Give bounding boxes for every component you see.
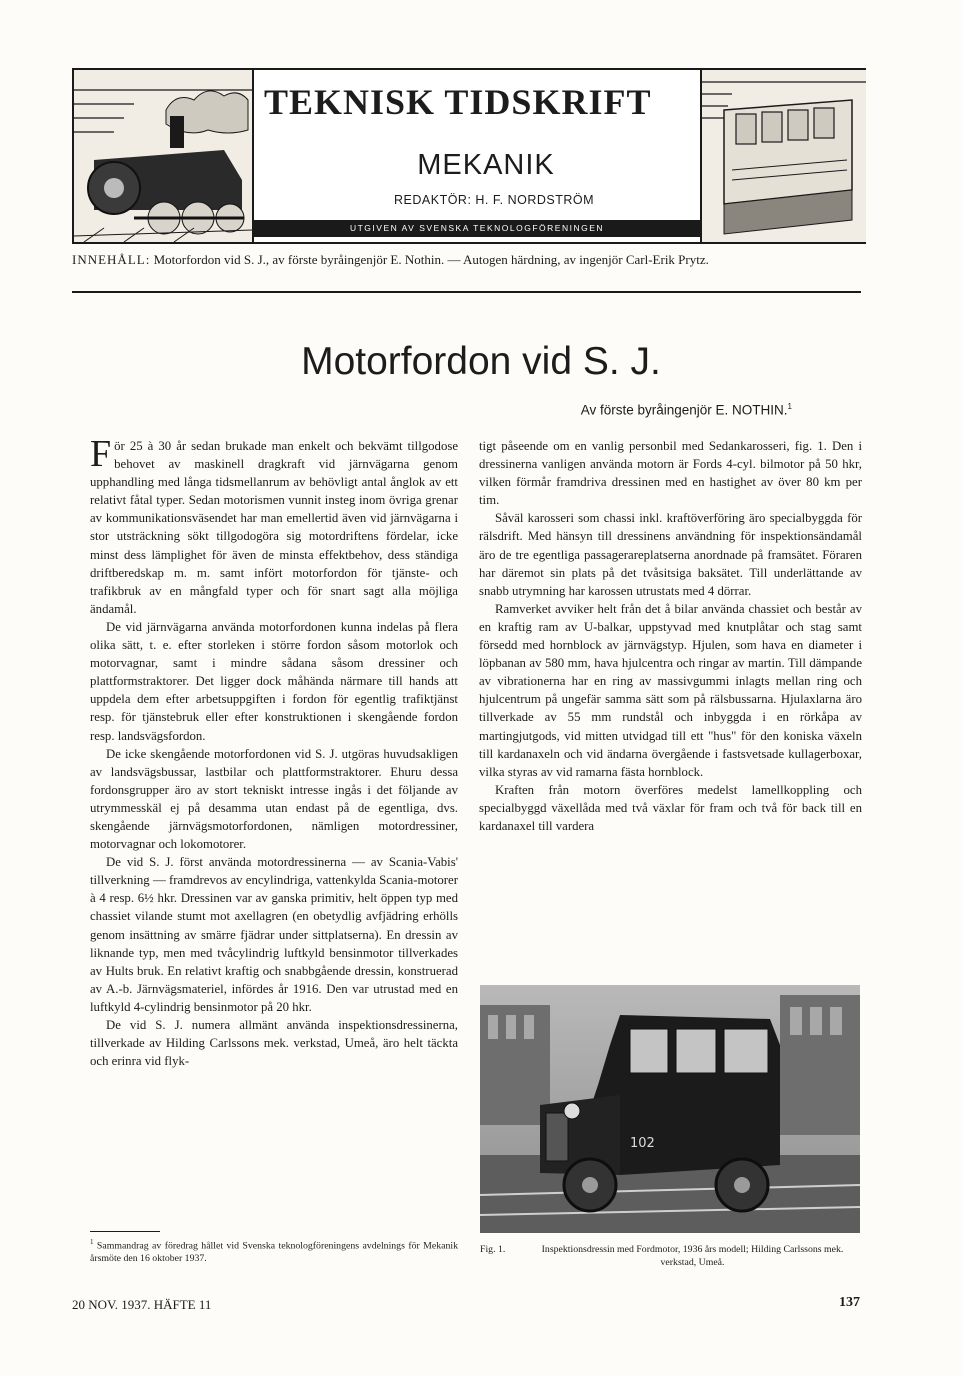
paragraph: Såväl karosseri som chassi inkl. kraftöverföring äro specialbyggda för rälsdrift. Med hänsyn till dressinens användning för inspektionsändamål äro de tre egentliga passagerareplatserna anordnade på framsätet. Föraren har däremot sin plats på det tvåsitsiga baksätet. Till underlättande av snabb utrymning har karossen utrustats med 4 dörrar. — [479, 511, 862, 598]
masthead — [72, 68, 866, 244]
paragraph: De vid S. J. numera allmänt använda inspektionsdressinerna, tillverkade av Hilding Carlssons mek. verkstad, Umeå, äro helt täckta och erinra vid flyk- — [90, 1018, 458, 1069]
paragraph: tigt påseende om en vanlig personbil med Sedankarosseri, fig. 1. Den i dressinerna vanligen använda motorn är Fords 4-cyl. bilmotor på 50 hkr, vilken förmår framdriva dressinen med en hastighet av över 80 km per tim. — [479, 439, 862, 508]
drop-cap: F — [90, 433, 112, 475]
car-number-plate: 102 — [630, 1136, 655, 1151]
author-name: Av förste byråingenjör E. NOTHIN. — [580, 402, 788, 418]
footnote — [90, 1236, 458, 1265]
footnote-text: Sammandrag av föredrag hållet vid Svenska teknologföreningens avdelnings för Mekanik årsmöte den 16 oktober 1937. — [90, 1240, 458, 1264]
paragraph: För 25 à 30 år sedan brukade man enkelt och bekvämt tillgodose behovet av maskinell dragkraft vid järnvägarna genom upphandling med långa tidsmellanrum av behövligt antal ånglok av ett relativt fåtal typer. Sedan motorismen vunnit insteg inom övriga grenar av kommunikationsväsendet har man emellertid även vid järnvägarna i stor utsträckning sökt tillgodogöra sig motordriftens fördelar, icke minst dess lämplighet för även de minsta effektbehov, dess ständiga driftberedskap m. m. samt infört motorfordon för tjänste- och trafikbruk av en mångfald typer och för snart sagt alla möjliga ändamål. — [90, 433, 458, 616]
paragraph: Kraften från motorn överföres medelst lamellkoppling och specialbyggd växellåda med två växlar för fram och två för back till en kardanaxel till vardera — [479, 782, 862, 833]
engine-illustration-icon — [700, 70, 866, 242]
figure-caption-text: Inspektionsdressin med Fordmotor, 1936 års modell; Hilding Carlssons mek. verkstad, Umeå. — [541, 1244, 844, 1268]
footnote-divider — [90, 1231, 160, 1232]
article-column-right — [479, 437, 862, 835]
header-divider — [72, 291, 861, 293]
section-title: MEKANIK — [417, 149, 555, 181]
editor-line: REDAKTÖR: H. F. NORDSTRÖM — [394, 193, 595, 207]
contents-label: INNEHÅLL: — [72, 252, 151, 267]
figure-caption — [480, 1244, 862, 1269]
issue-date: 20 NOV. 1937. HÄFTE 11 — [72, 1297, 212, 1312]
article-author — [300, 398, 792, 420]
article-column-left — [90, 433, 458, 1070]
publisher-banner: UTGIVEN AV SVENSKA TEKNOLOGFÖRENINGEN — [254, 220, 700, 237]
paragraph: De icke skengående motorfordonen vid S. J. utgöras huvudsakligen av landsvägsbussar, lastbilar och plattformstraktorer. Ehuru dessa fordonsgrupper äro av stort tekniskt intresse ingås i det följande av utrymmesskäl ej på desamma utan endast på de egentliga, dvs. skengående järnvägsmotorfordonen, nämligen motordressiner, motorvagnar och lokomotorer. — [90, 746, 458, 852]
paragraph: De vid järnvägarna använda motorfordonen kunna indelas på flera olika sätt, t. e. efter storleken i större fordon såsom motorlok och motorvagnar, samt i mindre sådana såsom dressiner och plattformstraktorer. Det ligger dock måhända närmare till hands att uppdela dem efter arbetsuppgiften i fordon för egentlig trafiktjänst resp. för tjänstebruk eller efter konstruktionen i skengående fordon resp. landsvägsfordon. — [90, 619, 458, 743]
figure-label: Fig. 1. — [480, 1244, 506, 1255]
author-footnote-mark: 1 — [787, 402, 792, 411]
locomotive-illustration-icon — [74, 70, 254, 242]
magazine-title: TEKNISK TIDSKRIFT — [264, 82, 652, 122]
contents-line — [72, 250, 867, 269]
paragraph: Ramverket avviker helt från det å bilar använda chassiet och består av en kraftig ram av U-balkar, uppstyvad med knutplåtar och stag samt försedd med hornblock av järnvägstyp. Hjulen, som hava en diameter i löpbanan av 580 mm, hava hjulcentra och ringar av martin. Till dämpande av vibrationerna har en ring av massivgummi inlagts mellan ring och hjulcentrum på ungefär samma sätt som på rälsbussarna. Hjulaxlarna äro tillverkade av 55 mm rundstål och inbyggda i en rörkåpa av martingjutgods, vid mitten utvidgad till ett "hus" för den koniska växeln till kardanaxeln och vid ändarna övergående i fastsvetsade kullagerboxar, vilka styras av vid ramarna fästa hornblock. — [479, 601, 862, 779]
footnote-mark: 1 — [90, 1238, 94, 1246]
railway-inspection-car-photo — [480, 985, 860, 1233]
page-number: 137 — [839, 1295, 860, 1310]
paragraph: De vid S. J. först använda motordressinerna — av Scania-Vabis' tillverkning — framdrevos av encylindriga, vattenkylda Scania-motorer à 4 resp. 6½ hkr. Dressinen var av ganska primitiv, helt öppen typ med chassiet vilande stumt mot axellagren (en obetydlig avfjädring erhölls genom insättning av smärre fjädrar under sittplatserna). En dressin av liknande typ, men med tvåcylindrig luftkyld bensinmotor tillverkades av Hults bruk. En relativt kraftig och snabbgående dressin, konstruerad av A.-b. Järnvägsmateriel, infördes år 1916. Den var utrustad med en luftkyld 4-cylindrig bensinmotor på 20 hkr. — [90, 855, 458, 1014]
contents-text: Motorfordon vid S. J., av förste byråingenjör E. Nothin. — Autogen härdning, av ingenjör Carl-Erik Prytz. — [153, 252, 709, 267]
article-title: Motorfordon vid S. J. — [301, 340, 661, 383]
